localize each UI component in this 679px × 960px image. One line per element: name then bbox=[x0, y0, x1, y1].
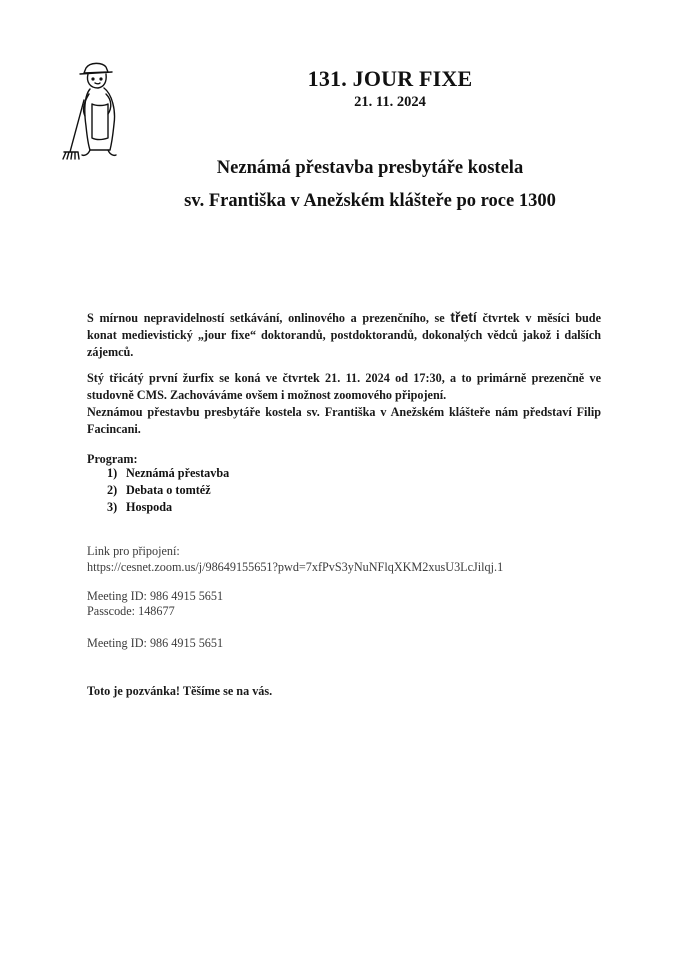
program-item-number: 1) bbox=[107, 466, 118, 480]
program-item bbox=[107, 482, 229, 499]
details-line-2: Neznámou přestavbu presbytáře kostela sv. Františka v Anežském klášteře nám představí Filip Facincani. bbox=[87, 405, 601, 436]
zoom-link[interactable]: https://cesnet.zoom.us/j/98649155651?pwd=7xfPvS3yNuNFlqXKM2xusU3LcJilqj.1 bbox=[87, 560, 504, 574]
program-list bbox=[107, 465, 229, 516]
sweeper-figure-icon bbox=[62, 60, 124, 162]
program-label: Program: bbox=[87, 452, 138, 466]
meeting-id-repeat: Meeting ID: 986 4915 5651 bbox=[87, 636, 224, 650]
event-title: 131. JOUR FIXE bbox=[307, 66, 473, 91]
event-date: 21. 11. 2024 bbox=[354, 94, 426, 110]
meeting-id: Meeting ID: 986 4915 5651 bbox=[87, 589, 224, 603]
details-paragraph bbox=[87, 370, 601, 438]
intro-text-before: S mírnou nepravidelností setkávání, onlinového a prezenčního, se bbox=[87, 311, 451, 325]
lecture-title-line-1: Neznámá přestavba presbytáře kostela bbox=[216, 158, 524, 178]
program-item bbox=[107, 499, 229, 516]
intro-text-after: čtvrtek v měsíci bude konat medievistický „jour fixe“ doktorandů, postdoktorandů, dokonalých vědců jakož i dalších zájemců. bbox=[87, 311, 601, 359]
intro-emphasis: třetí bbox=[450, 309, 477, 325]
closing-line: Toto je pozvánka! Těšíme se na vás. bbox=[87, 684, 273, 698]
lecture-title-line-2: sv. Františka v Anežském klášteře po roce 1300 bbox=[184, 191, 556, 211]
program-item-number: 2) bbox=[107, 483, 118, 497]
program-item-number: 3) bbox=[107, 500, 118, 514]
program-item-text: Hospoda bbox=[126, 500, 173, 514]
connection-label: Link pro připojení: bbox=[87, 544, 180, 558]
program-item bbox=[107, 465, 229, 482]
passcode: Passcode: 148677 bbox=[87, 604, 175, 618]
program-item-text: Debata o tomtéž bbox=[126, 483, 211, 497]
details-line-1: Stý třicátý první žurfix se koná ve čtvrtek 21. 11. 2024 od 17:30, a to primárně prezenčně ve studovně CMS. Zachováváme ovšem i možnost zoomového připojení. bbox=[87, 371, 601, 402]
program-item-text: Neznámá přestavba bbox=[126, 466, 230, 480]
intro-paragraph bbox=[87, 309, 601, 361]
